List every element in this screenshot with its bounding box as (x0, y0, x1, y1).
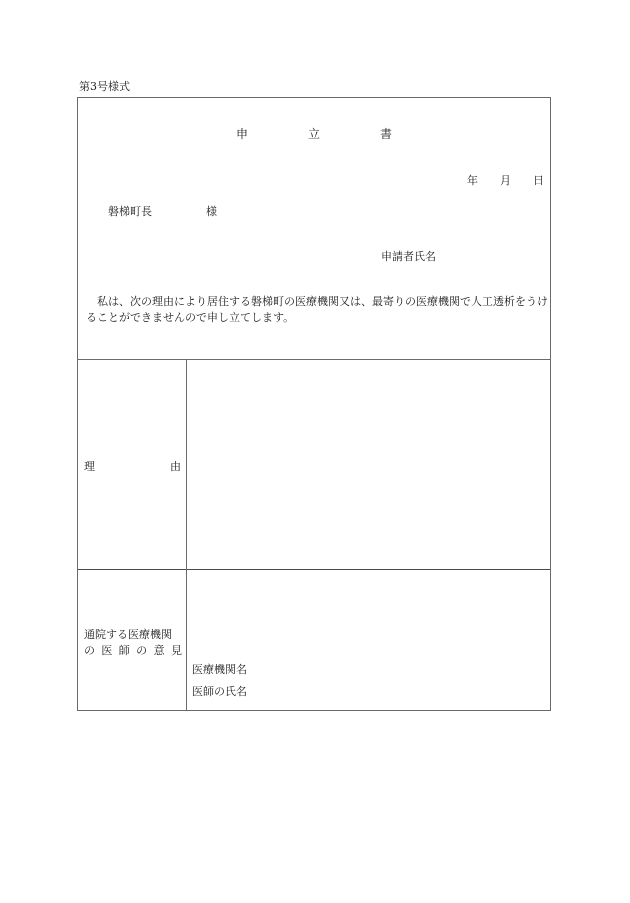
opinion-char: 医 (101, 644, 113, 657)
label-column-divider (186, 359, 187, 710)
reason-label-char-1: 理 (84, 460, 95, 473)
opinion-char: の (136, 644, 148, 657)
title-char-2: 立 (307, 127, 320, 141)
opinion-char: 意 (153, 644, 165, 657)
addressee-name: 磐梯町長 (108, 205, 152, 218)
opinion-label-line-1: 通院する医療機関 (84, 628, 172, 641)
opinion-char: の (84, 644, 95, 657)
title-char-3: 書 (380, 127, 393, 141)
opinion-char: 師 (118, 644, 130, 657)
year-label: 年 (467, 174, 478, 187)
addressee-honorific: 様 (206, 205, 217, 218)
opinion-char: 見 (170, 644, 182, 657)
title-char-1: 申 (235, 127, 248, 141)
month-label: 月 (500, 174, 511, 187)
addressee (108, 205, 217, 219)
form-number: 第3号様式 (79, 80, 130, 93)
institution-name-field[interactable]: 医療機関名 (192, 663, 247, 676)
applicant-name-field[interactable]: 申請者氏名 (381, 250, 436, 263)
form-title (78, 127, 550, 141)
day-label: 日 (533, 174, 544, 187)
date-line[interactable] (467, 174, 544, 188)
opinion-label-line-2 (84, 643, 182, 659)
doctor-name-field[interactable]: 医師の氏名 (192, 685, 247, 698)
reason-label (84, 460, 181, 474)
application-form (77, 97, 551, 711)
divider-top (78, 359, 550, 360)
statement-text: 私は、次の理由により居住する磐梯町の医療機関又は、最寄りの医療機関で人工透析をうけることができませんので申し立てします。 (86, 295, 548, 324)
doctor-opinion-label (84, 627, 182, 659)
divider-middle (78, 569, 550, 570)
reason-label-char-2: 由 (170, 460, 181, 473)
